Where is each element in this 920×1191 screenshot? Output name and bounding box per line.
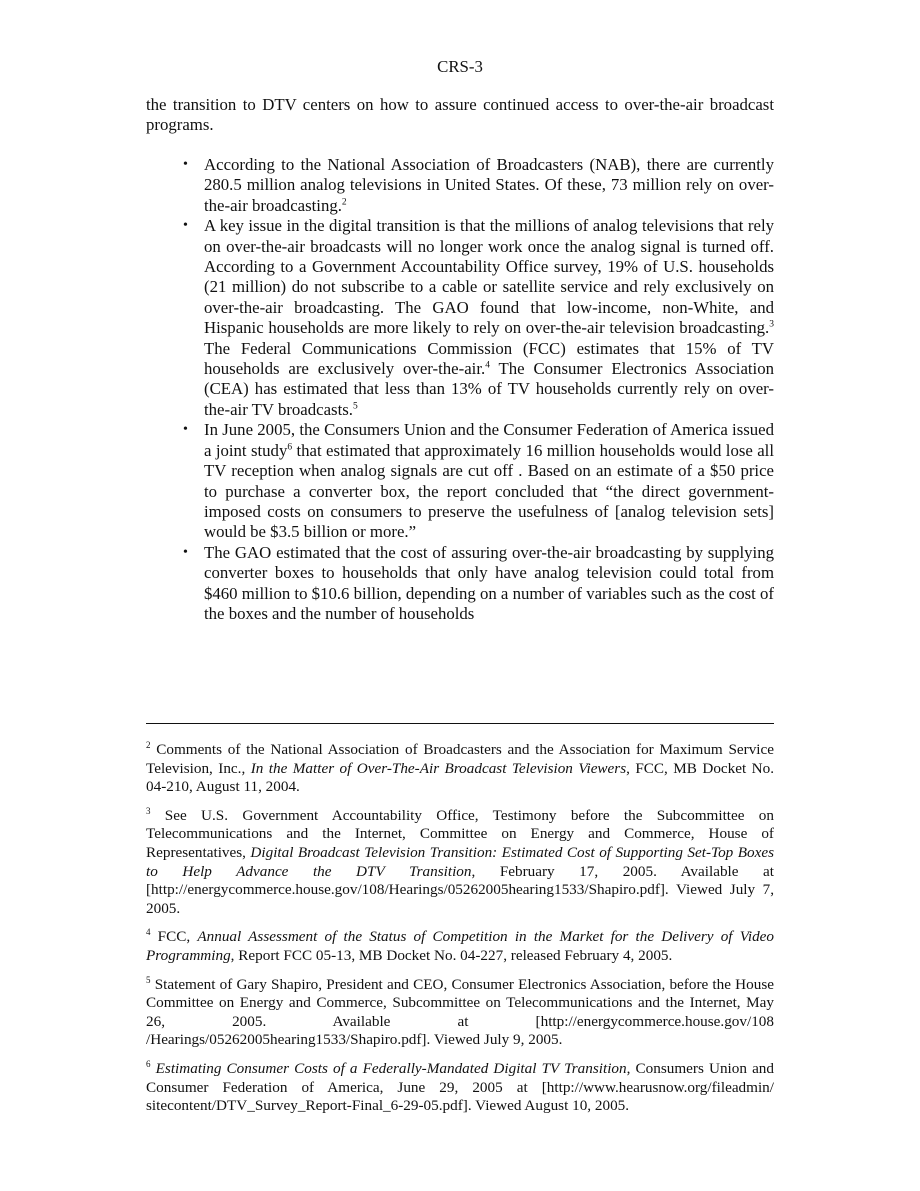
footnote-number: 6	[146, 1058, 151, 1069]
bullet-item-consumers-union	[146, 420, 774, 542]
footnote-ref[interactable]: 6	[287, 442, 293, 453]
bullet-text: The Federal Communications Commission (FCC) estimates that 15% of TV households are exclusively over-the-air.	[204, 338, 774, 379]
footnote-number: 3	[146, 805, 151, 816]
bullet-list	[146, 155, 774, 624]
footnote-text: Statement of Gary Shapiro, President and CEO, Consumer Electronics Association, before the House Committee on Energy and Commerce, Subcommittee on Telecommunications and the Internet, May 26, 2005. Available at [http://energycommerce.house.gov/108 /Hearings/05262005hearing1533/Shapiro.pdf]. Viewed July 9, 2005.	[146, 975, 774, 1049]
footnote-text: See U.S. Government Accountability Office, Testimony before the Subcommittee on Telecommunications and the Internet, Committee on Energy and Commerce, House of Representatives,	[146, 806, 774, 861]
bullet-text: The Consumer Electronics Association (CEA) has estimated that less than 13% of TV households currently rely on over-the-air TV broadcasts.	[204, 359, 774, 419]
bullet-text: that estimated that approximately 16 million households would lose all TV reception when analog signals are cut off . Based on an estimate of a $50 price to purchase a converter box, the report concluded that “the direct government-imposed costs on consumers to preserve the usefulness of [analog television sets] would be $3.5 billion or more.”	[204, 440, 774, 542]
footnote-ref[interactable]: 4	[485, 360, 490, 371]
footnote-3	[146, 807, 774, 919]
footnote-2	[146, 741, 774, 797]
footnote-ref[interactable]: 2	[341, 197, 347, 208]
page-header: CRS-3	[437, 57, 483, 76]
footnote-5	[146, 976, 774, 1050]
bullet-icon: •	[183, 422, 188, 438]
bullet-item-nab	[146, 155, 774, 216]
footnote-title: Annual Assessment of the Status of Competition in the Market for the Delivery of Video Programming	[146, 928, 774, 964]
footnote-text: , February 17, 2005. Available at [http://energycommerce.house.gov/108/Hearings/05262005hearing1533/Shapiro.pdf]. Viewed July 7, 2005.	[146, 862, 774, 917]
bullet-icon: •	[183, 157, 188, 172]
bullet-text: According to the National Association of Broadcasters (NAB), there are currently 280.5 million analog televisions in United States. Of these, 73 million rely on over-the-air broadcasting.	[204, 155, 774, 215]
bullet-item-key-issue	[146, 216, 774, 420]
footnote-text: FCC,	[150, 928, 198, 946]
footnote-number: 4	[146, 927, 151, 938]
bullet-icon: •	[183, 544, 188, 560]
bullet-text: In June 2005, the Consumers Union and the Consumer Federation of America issued a joint study	[204, 420, 774, 460]
footnote-title: Estimating Consumer Costs of a Federally-Mandated Digital TV Transition	[155, 1059, 627, 1077]
footnote-text: , Report FCC 05-13, MB Docket No. 04-227, released February 4, 2005.	[230, 946, 673, 964]
footnote-title: Digital Broadcast Television Transition: Estimated Cost of Supporting Set-Top Boxes to Help Advance the DTV Transition	[146, 843, 774, 880]
footnotes-section	[146, 741, 774, 1126]
footnote-ref[interactable]: 3	[769, 319, 774, 330]
footnote-title: In the Matter of Over-The-Air Broadcast Television Viewers	[250, 759, 627, 777]
bullet-item-gao-cost	[146, 543, 774, 625]
footnote-ref[interactable]: 5	[352, 401, 358, 412]
bullet-icon: •	[183, 218, 188, 234]
footnote-divider	[146, 723, 774, 724]
bullet-text: The GAO estimated that the cost of assuring over-the-air broadcasting by supplying converter boxes to households that only have analog television could total from $460 million to $10.6 billion, depending on a number of variables such as the cost of the boxes and the number of households	[204, 542, 774, 623]
footnote-text: , FCC, MB Docket No. 04-210, August 11, 2004.	[146, 759, 774, 796]
footnote-number: 2	[146, 739, 151, 750]
footnote-4	[146, 928, 774, 965]
footnote-text: , Consumers Union and Consumer Federation of America, June 29, 2005 at [http://www.hearusnow.org/fileadmin/ sitecontent/DTV_Survey_Report-Final_6-29-05.pdf]. Viewed August 10, 2005.	[146, 1059, 774, 1115]
footnote-text: Comments of the National Association of Broadcasters and the Association for Maximum Service Television, Inc.,	[146, 741, 774, 777]
footnote-6	[146, 1060, 774, 1116]
bullet-text: A key issue in the digital transition is that the millions of analog televisions that rely on over-the-air broadcasts will no longer work once the analog signal is turned off. According to a Government Accountability Office survey, 19% of U.S. households (21 million) do not subscribe to a cable or satellite service and rely exclusively on over-the-air broadcasting. The GAO found that low-income, non-White, and Hispanic households are more likely to rely on over-the-air television broadcasting.	[204, 216, 774, 338]
footnote-number: 5	[146, 974, 151, 985]
intro-paragraph: the transition to DTV centers on how to assure continued access to over-the-air broadcast programs.	[146, 95, 774, 135]
